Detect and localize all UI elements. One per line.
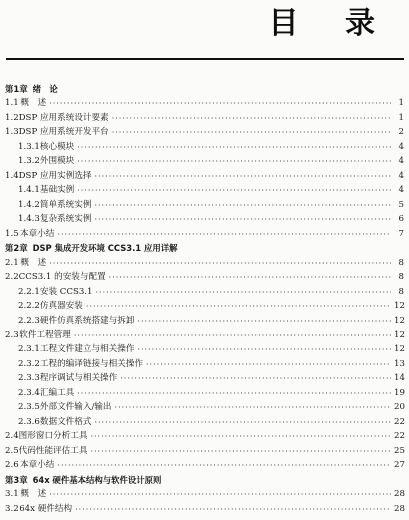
toc-page-number: 28 [394,489,405,500]
toc-entry-title: 概 述 [20,257,47,268]
toc-entry-number: 2.3.6 [18,416,40,427]
toc-entry-number: 2.3 [5,329,19,340]
toc-entry-title: 工程文件建立与相关操作 [39,344,135,355]
toc-page-number: 28 [394,503,405,514]
toc-leader-dots [90,446,391,457]
toc-entry-number: 1.4.1 [18,185,40,196]
toc-entry-number: 2.3.1 [18,344,40,355]
toc-leader-dots [96,287,392,298]
toc-entry-title: 软件工程管理 [19,329,71,340]
toc-entry-title: 程序调试与相关操作 [39,373,118,384]
toc-page-number: 22 [394,431,405,442]
toc-entry-number: 1.5 [5,228,19,239]
toc-entry[interactable] [18,298,404,312]
toc-entry[interactable] [18,139,404,153]
toc-leader-dots [49,98,391,109]
toc-page-number: 19 [394,387,405,398]
toc-leader-dots [137,316,391,327]
toc-entry-title: 硬件仿真系统搭建与拆卸 [39,315,135,326]
toc-leader-dots [137,344,391,355]
toc-page-number: 20 [394,402,405,413]
toc-page-number: 13 [394,358,405,369]
toc-leader-dots [94,214,391,225]
toc-entry[interactable] [5,327,404,341]
toc-entry[interactable] [5,269,404,283]
toc-page-number: 8 [398,286,404,297]
toc-entry-number: 1.3.2 [18,156,40,167]
toc-entry-title: 工程的编译链接与相关操作 [39,358,144,369]
toc-entry-title: 外围模块 [39,156,75,167]
toc-page-number: 25 [394,445,405,456]
toc-entry-title: 64x 硬件基本结构与软件设计原则 [32,474,162,485]
toc-entry-title: 仿真器安装 [39,301,83,312]
toc-entry[interactable] [18,182,404,196]
toc-entry-number: 2.1 [5,257,19,268]
toc-entry-title: 核心模块 [39,141,75,152]
toc-page-number: 12 [394,329,405,340]
toc-page-number: 4 [398,185,404,196]
toc-entry-title: 安装 CCS3.1 [39,286,93,297]
toc-chapter-heading[interactable] [5,240,404,254]
toc-leader-dots [77,185,391,196]
toc-entry-number: 2.2.3 [18,315,40,326]
toc-leader-dots [77,156,391,167]
toc-leader-dots [115,402,391,413]
toc-entry-title: DSP 集成开发环境 CCS3.1 应用详解 [32,243,178,254]
toc-entry[interactable] [18,414,404,428]
toc-leader-dots [94,417,391,428]
toc-page-number: 12 [394,315,405,326]
toc-entry-title: 数据文件格式 [39,416,92,427]
toc-page-number: 12 [394,344,405,355]
toc-entry-number: 3.1 [5,489,19,500]
toc-entry-title: DSP 应用实例选择 [18,170,92,181]
toc-entry-number: 第2章 [5,243,28,254]
toc-page-number: 1 [398,112,404,123]
toc-entry-title: 复杂系统实例 [39,214,92,225]
toc-entry-number: 第3章 [5,474,28,485]
toc-entry-number: 2.3.2 [18,358,40,369]
toc-page-number: 1 [398,98,404,109]
toc-entry-number: 3.2 [5,503,19,514]
toc-page-number: 8 [398,257,404,268]
toc-entry-title: 基础实例 [39,185,75,196]
toc-page-number: 4 [398,170,404,181]
toc-entry-number: 2.4 [5,431,19,442]
toc-leader-dots [120,373,391,384]
toc-page-number: 4 [398,156,404,167]
toc-entry[interactable] [18,284,404,298]
toc-leader-dots [112,113,391,124]
toc-entry[interactable] [18,341,404,355]
toc-leader-dots [57,229,391,240]
toc-entry[interactable] [5,124,404,138]
toc-page-number: 14 [394,373,405,384]
toc-page-number: 4 [398,141,404,152]
toc-entry-number: 2.3.3 [18,373,40,384]
toc-entry-number: 1.4 [5,170,19,181]
toc-entry[interactable] [5,428,404,442]
toc-entry-number: 2.2.2 [18,301,40,312]
toc-page-number: 5 [398,199,404,210]
toc-entry-title: 本章小结 [20,460,55,471]
toc-entry-title: 本章小结 [20,228,55,239]
toc-entry[interactable] [5,501,404,515]
toc-leader-dots [75,504,391,515]
toc-entry[interactable] [18,399,404,413]
toc-entry-number: 2.2 [5,272,19,283]
toc-entry[interactable] [18,370,404,384]
toc-entry-title: DSP 应用系统开发平台 [18,127,109,138]
toc-entry[interactable] [5,255,404,269]
toc-leader-dots [90,431,391,442]
toc-entry-number: 2.2.1 [18,286,40,297]
toc-entry-title: 代码性能评估工具 [18,445,88,456]
page-title: 目 录 [268,6,393,41]
toc-entry-title: DSP 应用系统设计要素 [18,112,109,123]
toc-entry-number: 1.3 [5,127,19,138]
toc-entry-number: 1.2 [5,112,19,123]
toc-entry-number: 2.3.5 [18,402,40,413]
toc-page-number: 8 [398,272,404,283]
toc-entry-number: 2.6 [5,460,19,471]
toc-page-number: 22 [394,416,405,427]
toc-entry-title: 图形窗口分析工具 [18,431,88,442]
toc-entry-number: 1.4.2 [18,199,40,210]
toc-entry-number: 1.1 [5,98,19,109]
toc-entry-number: 1.4.3 [18,214,40,225]
toc-leader-dots [74,330,391,341]
toc-entry-title: 汇编工具 [39,387,75,398]
toc-leader-dots [95,171,391,182]
toc-entry-number: 第1章 [5,84,28,94]
toc-entry[interactable] [18,356,404,370]
toc-page-number: 2 [398,127,404,138]
header-divider [6,58,404,60]
toc-entry-title: 概 述 [20,489,47,500]
toc-chapter-heading[interactable] [5,81,404,95]
toc-page-number: 6 [398,214,404,225]
toc-entry[interactable] [5,226,404,240]
toc-entry-number: 2.5 [5,445,19,456]
toc-page-number: 12 [394,301,405,312]
toc-entry[interactable] [18,385,404,399]
toc-leader-dots [112,127,391,138]
toc-entry[interactable] [18,197,404,211]
toc-page-number: 7 [398,228,404,239]
toc-entry[interactable] [5,95,404,109]
toc-entry-title: 简单系统实例 [39,199,92,210]
toc-entry-title: CCS3.1 的安装与配置 [18,272,106,283]
toc-entry[interactable] [5,457,404,471]
toc-leader-dots [49,258,391,269]
toc-leader-dots [77,142,391,153]
toc-entry-number: 2.3.4 [18,387,40,398]
toc-entry[interactable] [5,110,404,124]
toc-leader-dots [146,359,391,370]
toc-page-number: 27 [394,460,405,471]
toc-leader-dots [49,489,391,500]
toc-chapter-heading[interactable] [5,472,404,486]
toc-leader-dots [77,388,391,399]
toc-entry-title: 概 述 [20,98,47,109]
toc-entry-title: 绪 论 [32,84,58,94]
toc-entry[interactable] [5,443,404,457]
toc-entry[interactable] [5,486,404,500]
toc-entry-title: 64x 硬件结构 [19,503,73,514]
toc-entry[interactable] [18,313,404,327]
toc-entry-number: 1.3.1 [18,141,40,152]
toc-leader-dots [57,460,391,471]
toc-leader-dots [109,272,391,283]
toc-entry[interactable] [5,168,404,182]
toc-entry-title: 外部文件输入/输出 [39,402,112,413]
toc-entry[interactable] [18,153,404,167]
toc-leader-dots [86,301,391,312]
toc-entry[interactable] [18,211,404,225]
toc-leader-dots [94,200,391,211]
